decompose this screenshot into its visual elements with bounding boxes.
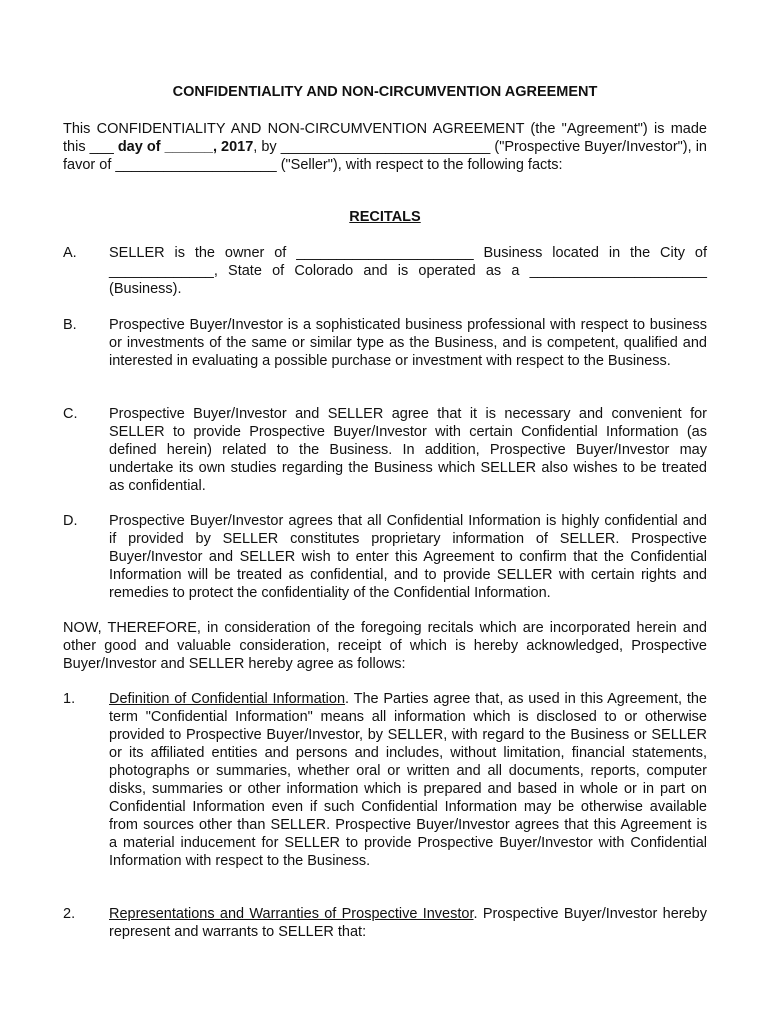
recital-label: B. bbox=[63, 317, 77, 333]
intro-day-bold: day of ______, 2017 bbox=[117, 139, 254, 155]
section-heading: Representations and Warranties of Prospective Investor bbox=[109, 906, 474, 922]
recital-label: A. bbox=[63, 245, 77, 261]
section-2 bbox=[63, 905, 707, 941]
recitals-heading: RECITALS bbox=[349, 209, 421, 225]
recital-b bbox=[63, 316, 707, 370]
section-body bbox=[109, 690, 707, 870]
recital-label: D. bbox=[63, 513, 78, 529]
section-text: . The Parties agree that, as used in this Agreement, the term "Confidential Information" means all information which is disclosed to or otherwise provided to Prospective Buyer/Investor, by SELLER, with regard to the Business or SELLER or its affiliated entities and persons and includes, without limitation, financial statements, photographs or summaries, whether oral or written and all documents, reports, computer disks, summaries or other information which is prepared and based in whole or in part on Confidential Information even if such Confidential Information may be otherwise available from sources other than SELLER. Prospective Buyer/Investor agrees that this Agreement is a material inducement for SELLER to provide Prospective Buyer/Investor with Confidential Information with respect to the Business. bbox=[109, 691, 708, 869]
section-label: 1. bbox=[63, 691, 76, 707]
now-therefore-paragraph: NOW, THEREFORE, in consideration of the foregoing recitals which are incorporated herein and other good and valuable consideration, receipt of which is hereby acknowledged, Prospective Buyer/Investor and SELLER hereby agree as follows: bbox=[63, 620, 707, 672]
recital-label: C. bbox=[63, 406, 78, 422]
recital-text: Prospective Buyer/Investor is a sophisticated business professional with respect to business or investments of the same or similar type as the Business, and is competent, qualified and interested in evaluating a possible purchase or investment with respect to the Business. bbox=[109, 317, 707, 369]
intro-text-2: , by __________________________ ("Prospective Buyer/Investor"), in favor of ____________________ ("Seller"), with respect to the following facts: bbox=[63, 139, 707, 173]
recital-text: Prospective Buyer/Investor and SELLER agree that it is necessary and convenient for SELLER to provide Prospective Buyer/Investor with certain Confidential Information (as defined herein) related to the Business. In addition, Prospective Buyer/Investor may undertake its own studies regarding the Business which SELLER also wishes to be treated as confidential. bbox=[109, 406, 707, 494]
recital-text: SELLER is the owner of ______________________ Business located in the City of _____________, State of Colorado and is operated as a ______________________ (Business). bbox=[109, 245, 707, 297]
recital-d bbox=[63, 512, 707, 602]
section-1 bbox=[63, 690, 707, 870]
document-title: CONFIDENTIALITY AND NON-CIRCUMVENTION AGREEMENT bbox=[172, 84, 598, 100]
section-heading: Definition of Confidential Information bbox=[109, 691, 346, 707]
section-label: 2. bbox=[63, 906, 76, 922]
recital-a bbox=[63, 244, 707, 298]
intro-text-1: This CONFIDENTIALITY AND NON-CIRCUMVENTION AGREEMENT (the "Agreement") is made this ___ bbox=[63, 121, 707, 155]
section-text: . Prospective Buyer/Investor hereby represent and warrants to SELLER that: bbox=[109, 906, 707, 940]
recital-c bbox=[63, 405, 707, 495]
recital-text: Prospective Buyer/Investor agrees that all Confidential Information is highly confidential and if provided by SELLER constitutes proprietary information of SELLER. Prospective Buyer/Investor and SELLER wish to enter this Agreement to confirm that the Confidential Information will be treated as confidential, and to provide SELLER with certain rights and remedies to protect the confidentiality of the Confidential Information. bbox=[109, 513, 707, 601]
section-body bbox=[109, 905, 707, 941]
intro-paragraph bbox=[63, 120, 707, 174]
